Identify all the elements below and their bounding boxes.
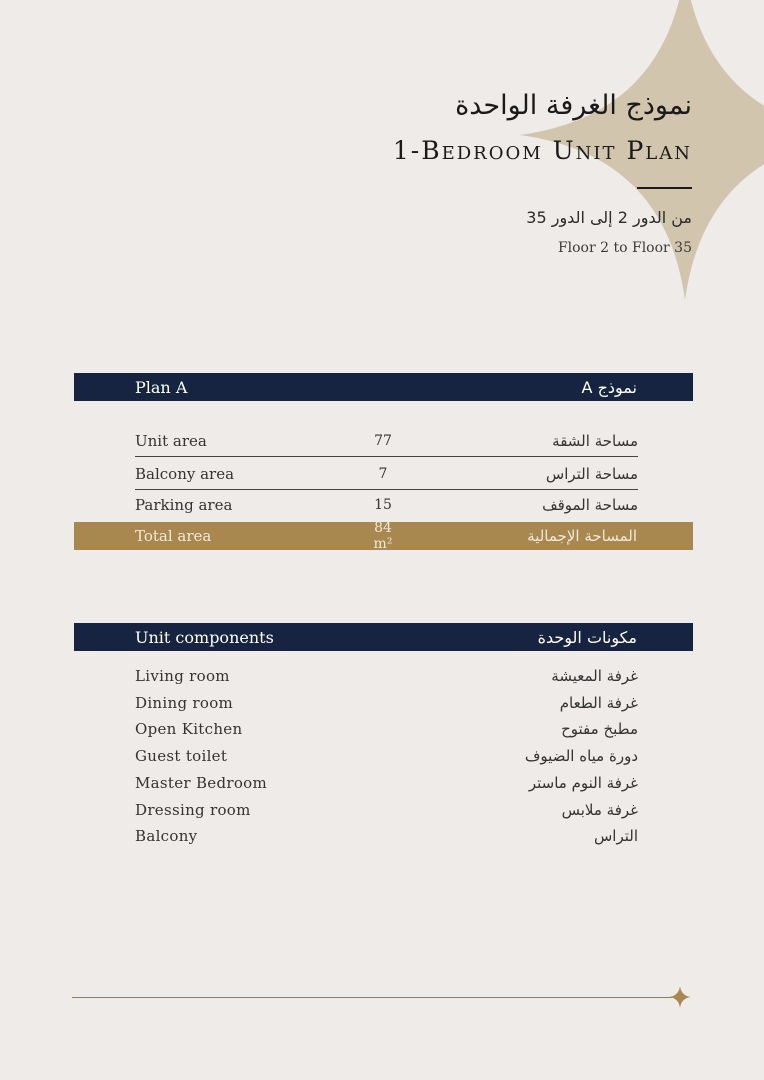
components-header-bar: [74, 623, 693, 651]
component-label-arabic: غرفة النوم ماستر: [528, 774, 638, 792]
plan-header-bar: [74, 373, 693, 401]
component-label: Open Kitchen: [135, 720, 243, 738]
component-label-arabic: غرفة الطعام: [559, 694, 638, 712]
list-item: [135, 823, 638, 849]
title-divider: [637, 187, 692, 189]
component-label-arabic: غرفة ملابس: [561, 801, 638, 819]
component-label-arabic: مطبخ مفتوح: [561, 720, 638, 738]
list-item: [135, 797, 638, 823]
table-row: [135, 425, 638, 457]
total-label: Total area: [135, 527, 212, 545]
row-label-arabic: مساحة الموقف: [542, 496, 638, 514]
total-value: 84 m²: [373, 520, 393, 552]
list-item: [135, 770, 638, 796]
component-label-arabic: غرفة المعيشة: [551, 667, 638, 685]
component-label: Balcony: [135, 827, 198, 845]
floor-range: Floor 2 to Floor 35: [557, 240, 692, 256]
list-item: [135, 690, 638, 716]
row-value: 15: [374, 497, 392, 513]
total-label-arabic: المساحة الإجمالية: [527, 527, 637, 545]
footer-star-icon: [669, 986, 691, 1008]
list-item: [135, 716, 638, 742]
component-label: Master Bedroom: [135, 774, 268, 792]
table-row: [135, 489, 638, 521]
list-item: [135, 743, 638, 769]
total-area-bar: [74, 522, 693, 550]
row-value: 77: [374, 432, 392, 449]
table-row: [135, 458, 638, 490]
component-label: Living room: [135, 667, 230, 685]
floor-range-arabic: من الدور 2 إلى الدور 35: [526, 208, 692, 227]
component-label: Dressing room: [135, 801, 251, 819]
components-header-label-arabic: مكونات الوحدة: [537, 627, 637, 647]
row-label-arabic: مساحة التراس: [545, 464, 638, 483]
component-label-arabic: التراس: [593, 827, 638, 845]
list-item: [135, 663, 638, 689]
page-title: 1-Bedroom Unit Plan: [392, 136, 692, 165]
footer-divider: [72, 997, 672, 998]
component-label-arabic: دورة مياه الضيوف: [524, 747, 638, 765]
plan-header-label-arabic: نموذج A: [581, 377, 637, 397]
row-label: Parking area: [135, 496, 233, 514]
components-header-label: Unit components: [135, 627, 274, 647]
row-label-arabic: مساحة الشقة: [552, 431, 638, 450]
page-title-arabic: نموذج الغرفة الواحدة: [455, 90, 692, 121]
component-label: Guest toilet: [135, 747, 228, 765]
component-label: Dining room: [135, 694, 234, 712]
row-label: Balcony area: [135, 464, 235, 483]
row-label: Unit area: [135, 431, 207, 450]
plan-header-label: Plan A: [135, 377, 188, 397]
row-value: 7: [378, 465, 388, 482]
